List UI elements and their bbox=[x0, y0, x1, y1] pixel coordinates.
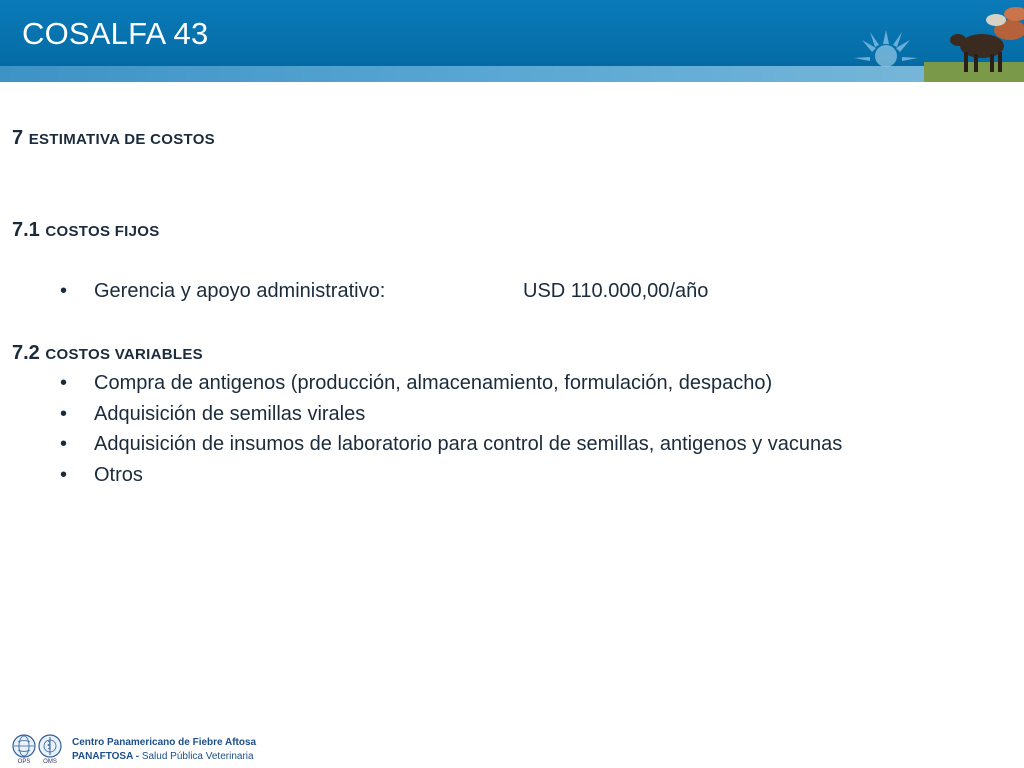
variable-costs-number: 7.2 bbox=[12, 342, 40, 364]
bullet-icon: • bbox=[60, 464, 68, 486]
variable-costs-heading bbox=[12, 342, 203, 365]
fixed-cost-label: Gerencia y apoyo administrativo: bbox=[94, 280, 386, 302]
fixed-costs-heading bbox=[12, 219, 160, 242]
footer-org-name: Centro Panamericano de Fiebre Aftosa bbox=[72, 737, 257, 748]
oms-logo-icon bbox=[38, 734, 62, 758]
bullet-icon: • bbox=[60, 403, 68, 425]
bullet-icon: • bbox=[60, 280, 68, 302]
variable-cost-text: Adquisición de semillas virales bbox=[94, 403, 366, 425]
ops-logo-icon bbox=[12, 734, 36, 758]
variable-cost-text: Compra de antigenos (producción, almacenamiento, formulación, despacho) bbox=[94, 372, 773, 394]
slide-footer bbox=[0, 728, 300, 768]
footer-org-acronym: PANAFTOSA - bbox=[72, 751, 140, 762]
slide-title: COSALFA 43 bbox=[22, 16, 209, 51]
ops-logo-label: OPS bbox=[17, 759, 31, 765]
bullet-icon: • bbox=[60, 433, 68, 455]
variable-costs-title: COSTOS VARIABLES bbox=[45, 346, 203, 363]
section-heading bbox=[12, 127, 215, 150]
oms-logo-label: OMS bbox=[43, 759, 57, 765]
fixed-costs-title: COSTOS FIJOS bbox=[45, 223, 160, 240]
footer-org-subtitle bbox=[72, 751, 254, 762]
variable-cost-text: Otros bbox=[94, 464, 143, 486]
fixed-costs-number: 7.1 bbox=[12, 219, 40, 241]
variable-cost-text: Adquisición de insumos de laboratorio para control de semillas, antigenos y vacunas bbox=[94, 433, 843, 455]
bullet-icon: • bbox=[60, 372, 68, 394]
section-title: ESTIMATIVA DE COSTOS bbox=[28, 131, 215, 148]
fixed-cost-value: USD 110.000,00/año bbox=[523, 280, 709, 302]
section-number: 7 bbox=[12, 127, 24, 149]
footer-org-unit: Salud Pública Veterinaria bbox=[139, 751, 254, 762]
